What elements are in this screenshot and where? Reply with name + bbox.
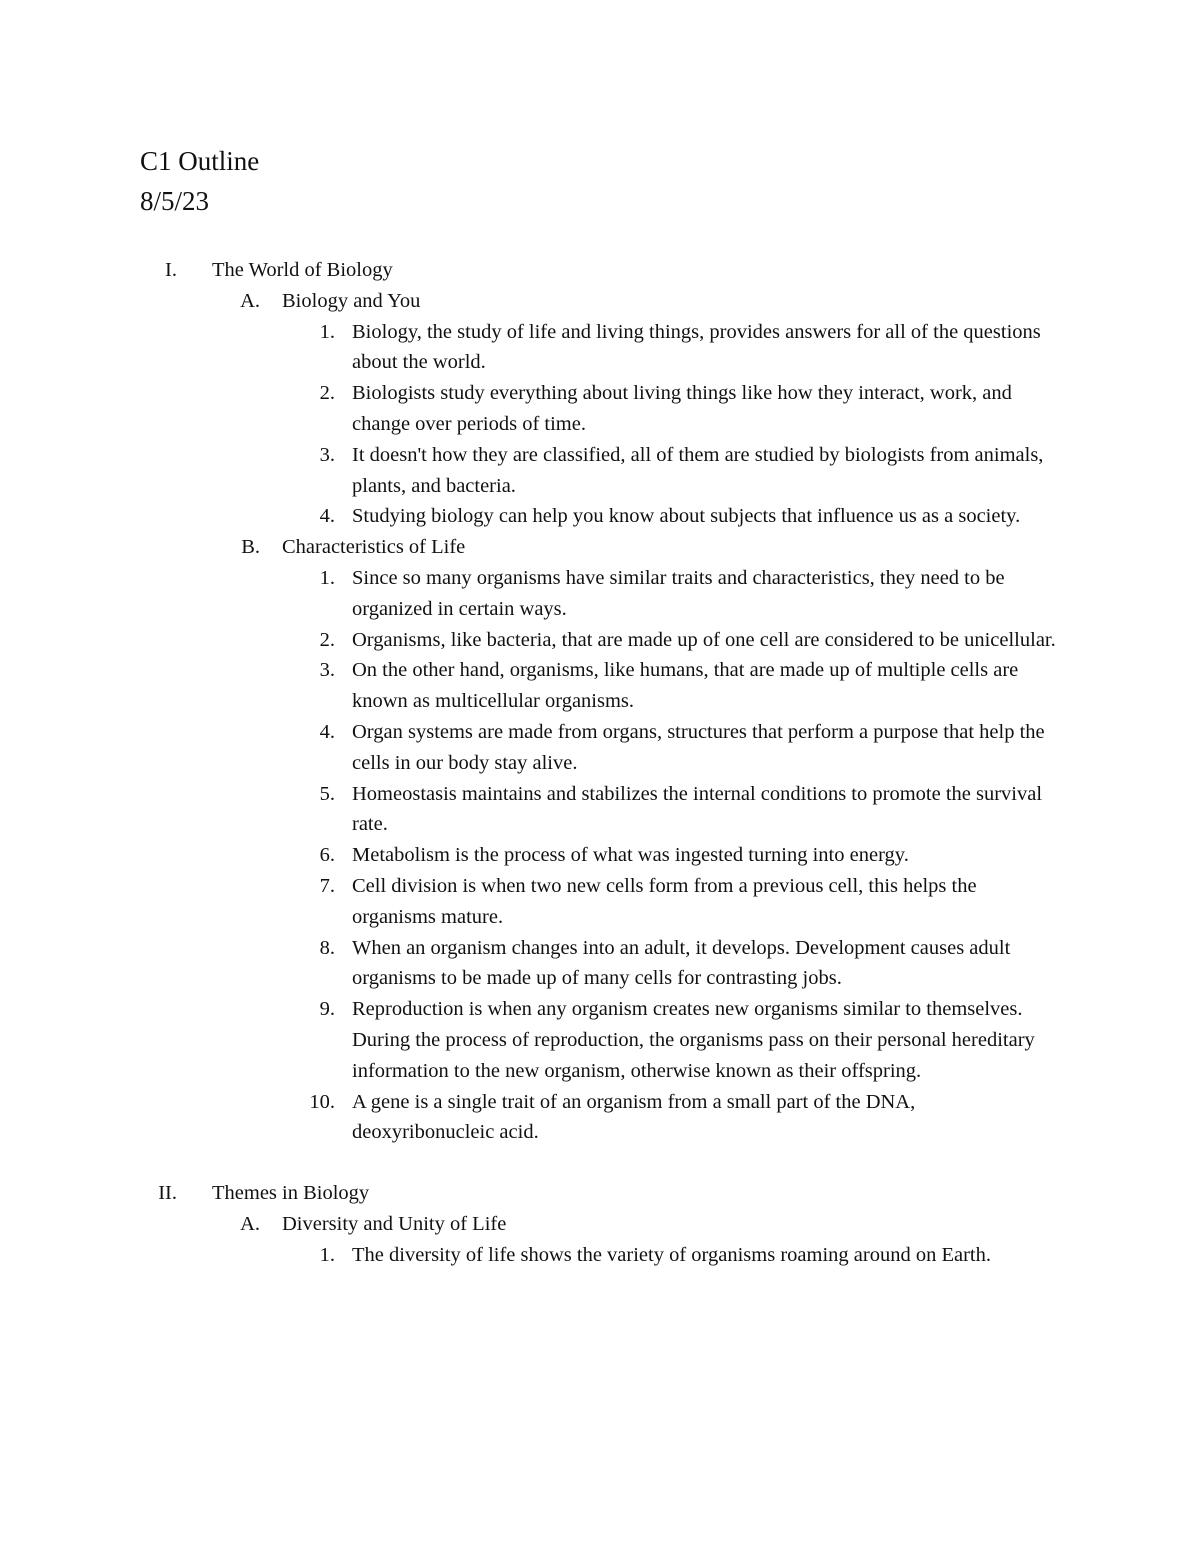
outline-subsection-heading xyxy=(0,1209,1200,1240)
item-marker: 2. xyxy=(319,382,335,405)
item-text: Organ systems are made from organs, structures that perform a purpose that help the cells in our body stay alive. xyxy=(352,720,1045,774)
outline-item xyxy=(0,717,1200,779)
subsection-heading-text: Characteristics of Life xyxy=(282,536,466,559)
item-text: A gene is a single trait of an organism from a small part of the DNA, deoxyribonucleic acid. xyxy=(352,1090,916,1144)
outline-subsection-heading xyxy=(0,532,1200,563)
outline-item xyxy=(0,1087,1200,1149)
section-heading-text: Themes in Biology xyxy=(212,1182,370,1205)
item-text: It doesn't how they are classified, all of them are studied by biologists from animals, plants, and bacteria. xyxy=(352,443,1044,497)
outline-section-heading xyxy=(0,255,1200,286)
item-marker: 7. xyxy=(319,874,335,897)
item-marker: 1. xyxy=(319,320,335,343)
outline-item xyxy=(0,779,1200,841)
outline-subsection-heading xyxy=(0,286,1200,317)
item-marker: 9. xyxy=(319,998,335,1021)
item-text: Studying biology can help you know about subjects that influence us as a society. xyxy=(352,505,1021,528)
outline-item xyxy=(0,840,1200,871)
item-text: Since so many organisms have similar traits and characteristics, they need to be organized in certain ways. xyxy=(352,566,1005,620)
item-marker: 1. xyxy=(319,1243,335,1266)
item-marker: 2. xyxy=(319,628,335,651)
document-title: C1 Outline xyxy=(140,146,260,176)
item-text: Cell division is when two new cells form from a previous cell, this helps the organisms mature. xyxy=(352,874,977,928)
outline-item xyxy=(0,440,1200,502)
subsection-marker: A. xyxy=(240,1212,260,1235)
outline-item xyxy=(0,1240,1200,1271)
outline-item xyxy=(0,378,1200,440)
item-marker: 1. xyxy=(319,566,335,589)
item-text: On the other hand, organisms, like humans, that are made up of multiple cells are known as multicellular organisms. xyxy=(352,659,1019,713)
outline-item xyxy=(0,994,1200,1086)
item-marker: 3. xyxy=(319,659,335,682)
outline-item xyxy=(0,317,1200,379)
outline-item xyxy=(0,625,1200,656)
outline-section-heading xyxy=(0,1178,1200,1209)
section-heading-text: The World of Biology xyxy=(212,259,393,281)
item-text: The diversity of life shows the variety of organisms roaming around on Earth. xyxy=(352,1243,991,1266)
outline xyxy=(0,255,1200,1271)
item-text: When an organism changes into an adult, it develops. Development causes adult organisms to be made up of many cells for contrasting jobs. xyxy=(352,936,1011,990)
subsection-heading-text: Biology and You xyxy=(282,289,421,312)
subsection-marker: A. xyxy=(240,289,260,312)
item-marker: 4. xyxy=(319,505,335,528)
outline-item xyxy=(0,501,1200,532)
outline-item xyxy=(0,933,1200,995)
item-text: Organisms, like bacteria, that are made up of one cell are considered to be unicellular. xyxy=(352,628,1056,651)
item-text: Biologists study everything about living things like how they interact, work, and change over periods of time. xyxy=(352,382,1012,435)
section-marker: I. xyxy=(165,259,177,281)
subsection-marker: B. xyxy=(241,536,260,559)
document-date: 8/5/23 xyxy=(140,186,210,216)
item-marker: 5. xyxy=(319,782,335,805)
item-marker: 6. xyxy=(319,844,335,867)
item-marker: 3. xyxy=(319,443,335,466)
item-text: Reproduction is when any organism creates new organisms similar to themselves. During the process of reproduction, the organisms pass on their personal hereditary information to the new organism, otherwise known as their offspring. xyxy=(352,998,1035,1082)
item-marker: 10. xyxy=(309,1090,335,1113)
item-marker: 4. xyxy=(319,720,335,743)
item-text: Homeostasis maintains and stabilizes the internal conditions to promote the survival rate. xyxy=(352,782,1043,836)
section-marker: II. xyxy=(158,1182,177,1205)
section-spacer xyxy=(0,1148,1200,1178)
outline-item xyxy=(0,563,1200,625)
subsection-heading-text: Diversity and Unity of Life xyxy=(282,1212,507,1235)
outline-item xyxy=(0,655,1200,717)
item-text: Biology, the study of life and living things, provides answers for all of the questions about the world. xyxy=(352,320,1041,374)
item-text: Metabolism is the process of what was ingested turning into energy. xyxy=(352,844,909,867)
outline-item xyxy=(0,871,1200,933)
item-marker: 8. xyxy=(319,936,335,959)
